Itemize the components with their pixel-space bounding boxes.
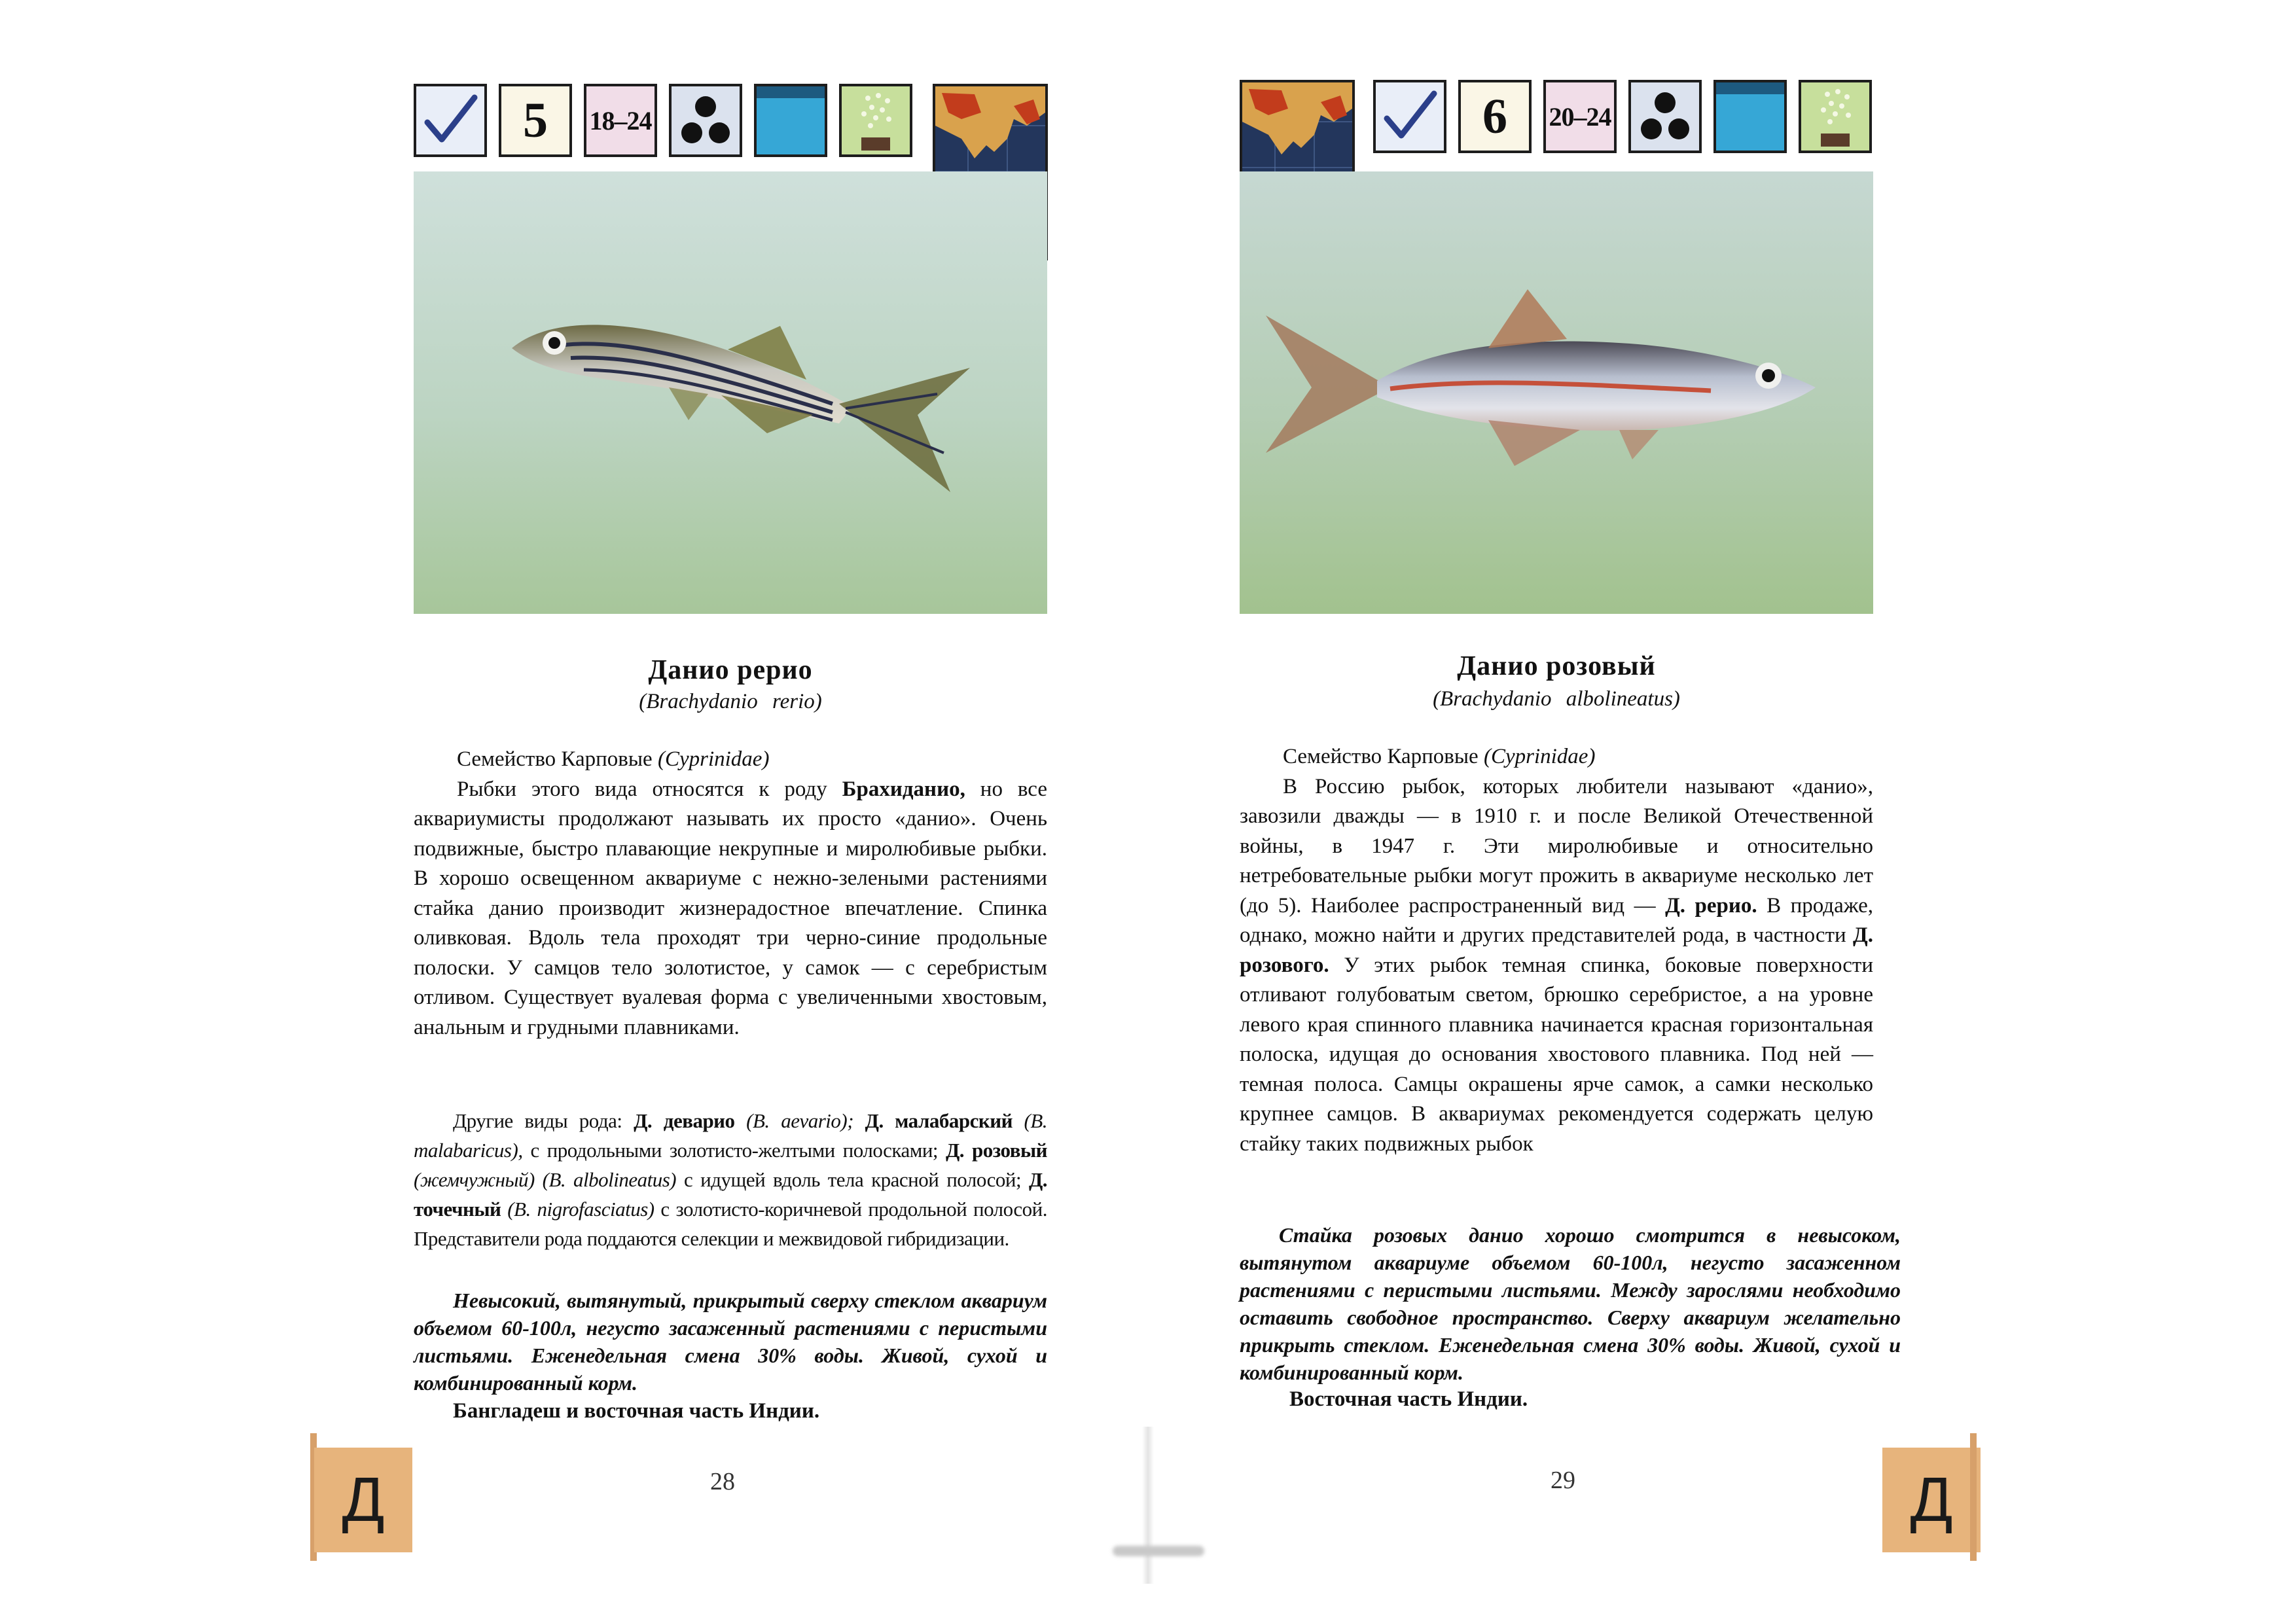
- fish-photo-danio-rerio: [414, 171, 1047, 614]
- suitable-check-icon: [414, 84, 487, 157]
- alphabet-tab: Д: [1882, 1448, 1981, 1552]
- description-paragraph: В Россию рыбок, которых любители называют «данио», завозили дважды — в 1910 г. и после Великой Отечественной войны, в 1947 г. Эти миролюбивые и относительно нетребовательные рыбки могут прожить в аквариуме несколько лет (до 5). Наиболее распространенный вид — Д. рерио. В продаже, однако, можно найти и других представителей рода, в частности Д. розового. У этих рыбок темная спинка, боковые поверхности отливают голубоватым светом, брюшко серебристое, а на уровне левого края спинного плавника начинается красная горизонтальная полоска, идущая до основания хвостового плавника. Под ней — темная полоса. Самцы окрашены ярче самок, а самки несколько крупнее самцов. В аквариумах рекомендуется содержать целую стайку таких подвижных рыбок: [1240, 774, 1874, 1156]
- species-description: [1240, 742, 1873, 1159]
- food-icon: [1799, 80, 1872, 153]
- species-latin-name: (Brachydanio albolineatus): [1433, 687, 1680, 711]
- page-number: 28: [710, 1468, 735, 1495]
- schooling-dots-icon: [669, 84, 742, 157]
- description-paragraph: Рыбки этого вида относятся к роду Брахиданио, но все аквариумисты продолжают называть их просто «данио». Очень подвижные, быстро плавающие некрупные и миролюбивые рыбки. В хорошо освещенном аквариуме с нежно-зелеными растениями стайка данио производит жизнерадостное впечатление. Спинка оливковая. Вдоль тела проходят три черно-синие продольные полоски. У самцов тело золотистое, у самок — с серебристым отливом. Существует вуалевая форма с увеличенными хвостовым, анальным и грудными плавниками.: [414, 777, 1048, 1039]
- family-line: Семейство Карповые (Cyprinidae): [1283, 745, 1596, 768]
- species-title: Данио рерио: [648, 655, 813, 685]
- aquarium-note: Невысокий, вытянутый, прикрытый сверху стеклом аквариум объемом 60-100л, негусто засаженный растениями с перистыми листьями. Еженедельная смена 30% воды. Живой, сухой и комбинированный корм.: [414, 1289, 1047, 1395]
- aquarium-note: Стайка розовых данио хорошо смотрится в невысоком, вытянутом аквариуме объемом 60-100л, негусто засаженном растениями с перистыми листьями. Между зарослями необходимо оставить свободное пространство. Сверху аквариум желательно прикрыть стеклом. Еженедельная смена 30% воды. Живой, сухой и комбинированный корм.: [1240, 1223, 1901, 1384]
- care-icons-left: [414, 84, 912, 157]
- water-level-icon: [754, 84, 827, 157]
- species-description: [414, 745, 1047, 1043]
- size-icon: 5: [499, 84, 572, 157]
- page-number: 29: [1551, 1467, 1575, 1494]
- tab-edge: [1970, 1433, 1977, 1561]
- size-icon: 6: [1458, 80, 1532, 153]
- water-level-icon: [1713, 80, 1787, 153]
- food-icon: [839, 84, 912, 157]
- book-gutter: [1142, 1427, 1154, 1584]
- other-species: Другие виды рода: Д. деварио (В. aevario); Д. малабарский (В. malabaricus), с продольными золотисто-желтыми полосками; Д. розовый (жемчужный) (В. albolineatus) с идущей вдоль тела красной полосой; Д. точечный (В. nigrofasciatus) с золотисто-коричневой продольной полосой. Представители рода поддаются селекции и межвидовой гибридизации.: [414, 1109, 1048, 1250]
- scan-smudge: [1113, 1546, 1204, 1556]
- fish-photo-danio-rosy: [1240, 171, 1873, 614]
- species-title: Данио розовый: [1457, 651, 1656, 681]
- right-page: [1148, 0, 2296, 1623]
- suitable-check-icon: [1373, 80, 1446, 153]
- species-latin-name: (Brachydanio rerio): [639, 690, 822, 713]
- family-line: Семейство Карповые (Cyprinidae): [457, 747, 770, 771]
- care-icons-right: [1373, 80, 1872, 153]
- distribution-region: Восточная часть Индии.: [1289, 1387, 1528, 1411]
- alphabet-tab: Д: [314, 1448, 412, 1552]
- schooling-dots-icon: [1628, 80, 1702, 153]
- temperature-icon: 18–24: [584, 84, 657, 157]
- distribution-region: Бангладеш и восточная часть Индии.: [453, 1399, 820, 1423]
- temperature-icon: 20–24: [1543, 80, 1617, 153]
